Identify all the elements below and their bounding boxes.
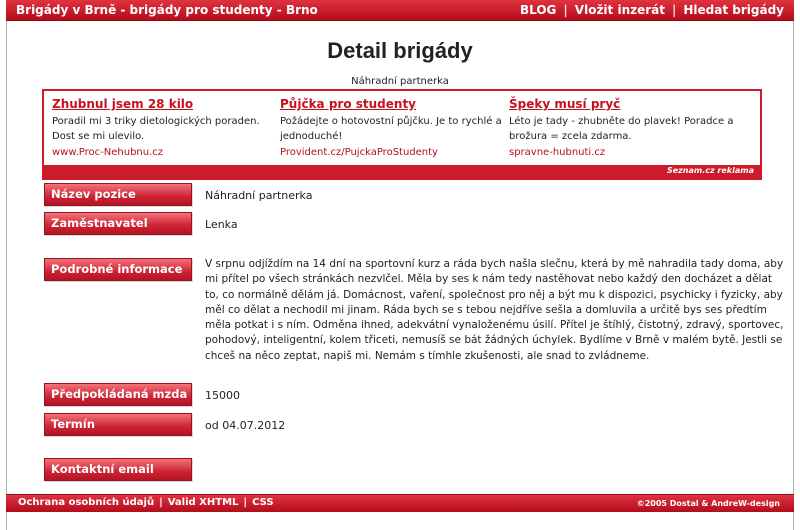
- expected-wage-label: Předpokládaná mzda: [44, 383, 192, 406]
- ad-title-link[interactable]: Špeky musí pryč: [509, 97, 621, 111]
- footer-privacy-link[interactable]: Ochrana osobních údajů: [18, 497, 155, 508]
- ad-url-link[interactable]: spravne-hubnuti.cz: [509, 147, 606, 158]
- ad-text: Požádejte o hotovostní půjčku. Je to rychlé a jednoduché!: [280, 116, 502, 142]
- page-title: Detail brigády: [327, 38, 473, 63]
- ads-box: [42, 89, 762, 180]
- top-nav: [520, 3, 784, 17]
- footer-copyright: ©2005 Dostal & AndreW-design: [636, 499, 780, 508]
- ad-url-link[interactable]: www.Proc-Nehubnu.cz: [52, 147, 164, 158]
- ad-item: [280, 97, 510, 158]
- position-name-value: Náhradní partnerka: [205, 189, 313, 202]
- ad-item: [509, 97, 739, 158]
- nav-blog-link[interactable]: BLOG: [519, 3, 557, 17]
- details-text: V srpnu odjíždím na 14 dní na sportovní kurz a ráda bych našla slečnu, která by mě nahradila tady doma, aby mi přítel po všech stránkách nezvlčel. Měla by ses k nám tedy nastěhovat nebo každý den docházet a dělat to, co normálně dělám já. Domácnost, vaření, společnost pro něj a být mu k dispozici, psychicky i fyzicky, aby měl co dělat a nechodil mi jinam. Ráda bych se s tebou nejdříve sešla a domluvila a určitě bys ses předtím měla potkat i s ním. Odměna ihned, adekvátní vynaloženému úsilí. Přítel je štíhlý, čistotný, zdravý, sportovec, pohodový, inteligentní, kolem třiceti, nemusíš se bát žádných úchylek. Bydlíme v Brně v malém bytě. Jestli se chceš na něco zeptat, napiš mi. Nemám s tímhle zkušenosti, ale snad to zvládneme.: [205, 258, 784, 362]
- ads-provider-label[interactable]: Seznam.cz reklama: [666, 166, 754, 175]
- nav-separator: |: [671, 3, 677, 17]
- footer-separator: |: [243, 497, 248, 508]
- details-label: Podrobné informace: [44, 258, 192, 281]
- nav-add-listing-link[interactable]: Vložit inzerát: [574, 3, 665, 17]
- ads-strip: [44, 165, 760, 178]
- ad-title-link[interactable]: Zhubnul jsem 28 kilo: [52, 97, 194, 111]
- expected-wage-value: 15000: [205, 389, 240, 402]
- footer-bar: [6, 494, 794, 512]
- footer-links: [18, 497, 274, 508]
- ad-text: Poradil mi 3 triky dietologických poraden. Dost se mi ulevilo.: [52, 116, 260, 142]
- term-value: od 04.07.2012: [205, 419, 286, 432]
- term-label: Termín: [44, 413, 192, 436]
- nav-search-jobs-link[interactable]: Hledat brigády: [683, 3, 784, 17]
- footer-separator: |: [159, 497, 163, 508]
- ad-item: [52, 97, 282, 158]
- employer-value: Lenka: [205, 218, 238, 231]
- top-bar: [6, 0, 794, 21]
- position-name-label: Název pozice: [44, 183, 192, 206]
- employer-label: Zaměstnavatel: [44, 212, 192, 235]
- footer-css-link[interactable]: CSS: [252, 497, 274, 508]
- ad-text: Léto je tady - zhubněte do plavek! Poradce a brožura = zcela zdarma.: [509, 116, 734, 142]
- page-subtitle: Náhradní partnerka: [351, 76, 449, 87]
- ad-title-link[interactable]: Půjčka pro studenty: [280, 97, 417, 111]
- footer-xhtml-link[interactable]: Valid XHTML: [167, 497, 239, 508]
- contact-email-label: Kontaktní email: [44, 458, 192, 481]
- nav-separator: |: [563, 3, 568, 17]
- site-title[interactable]: Brigády v Brně - brigády pro studenty - Brno: [16, 3, 318, 17]
- ad-url-link[interactable]: Provident.cz/PujckaProStudenty: [280, 147, 438, 158]
